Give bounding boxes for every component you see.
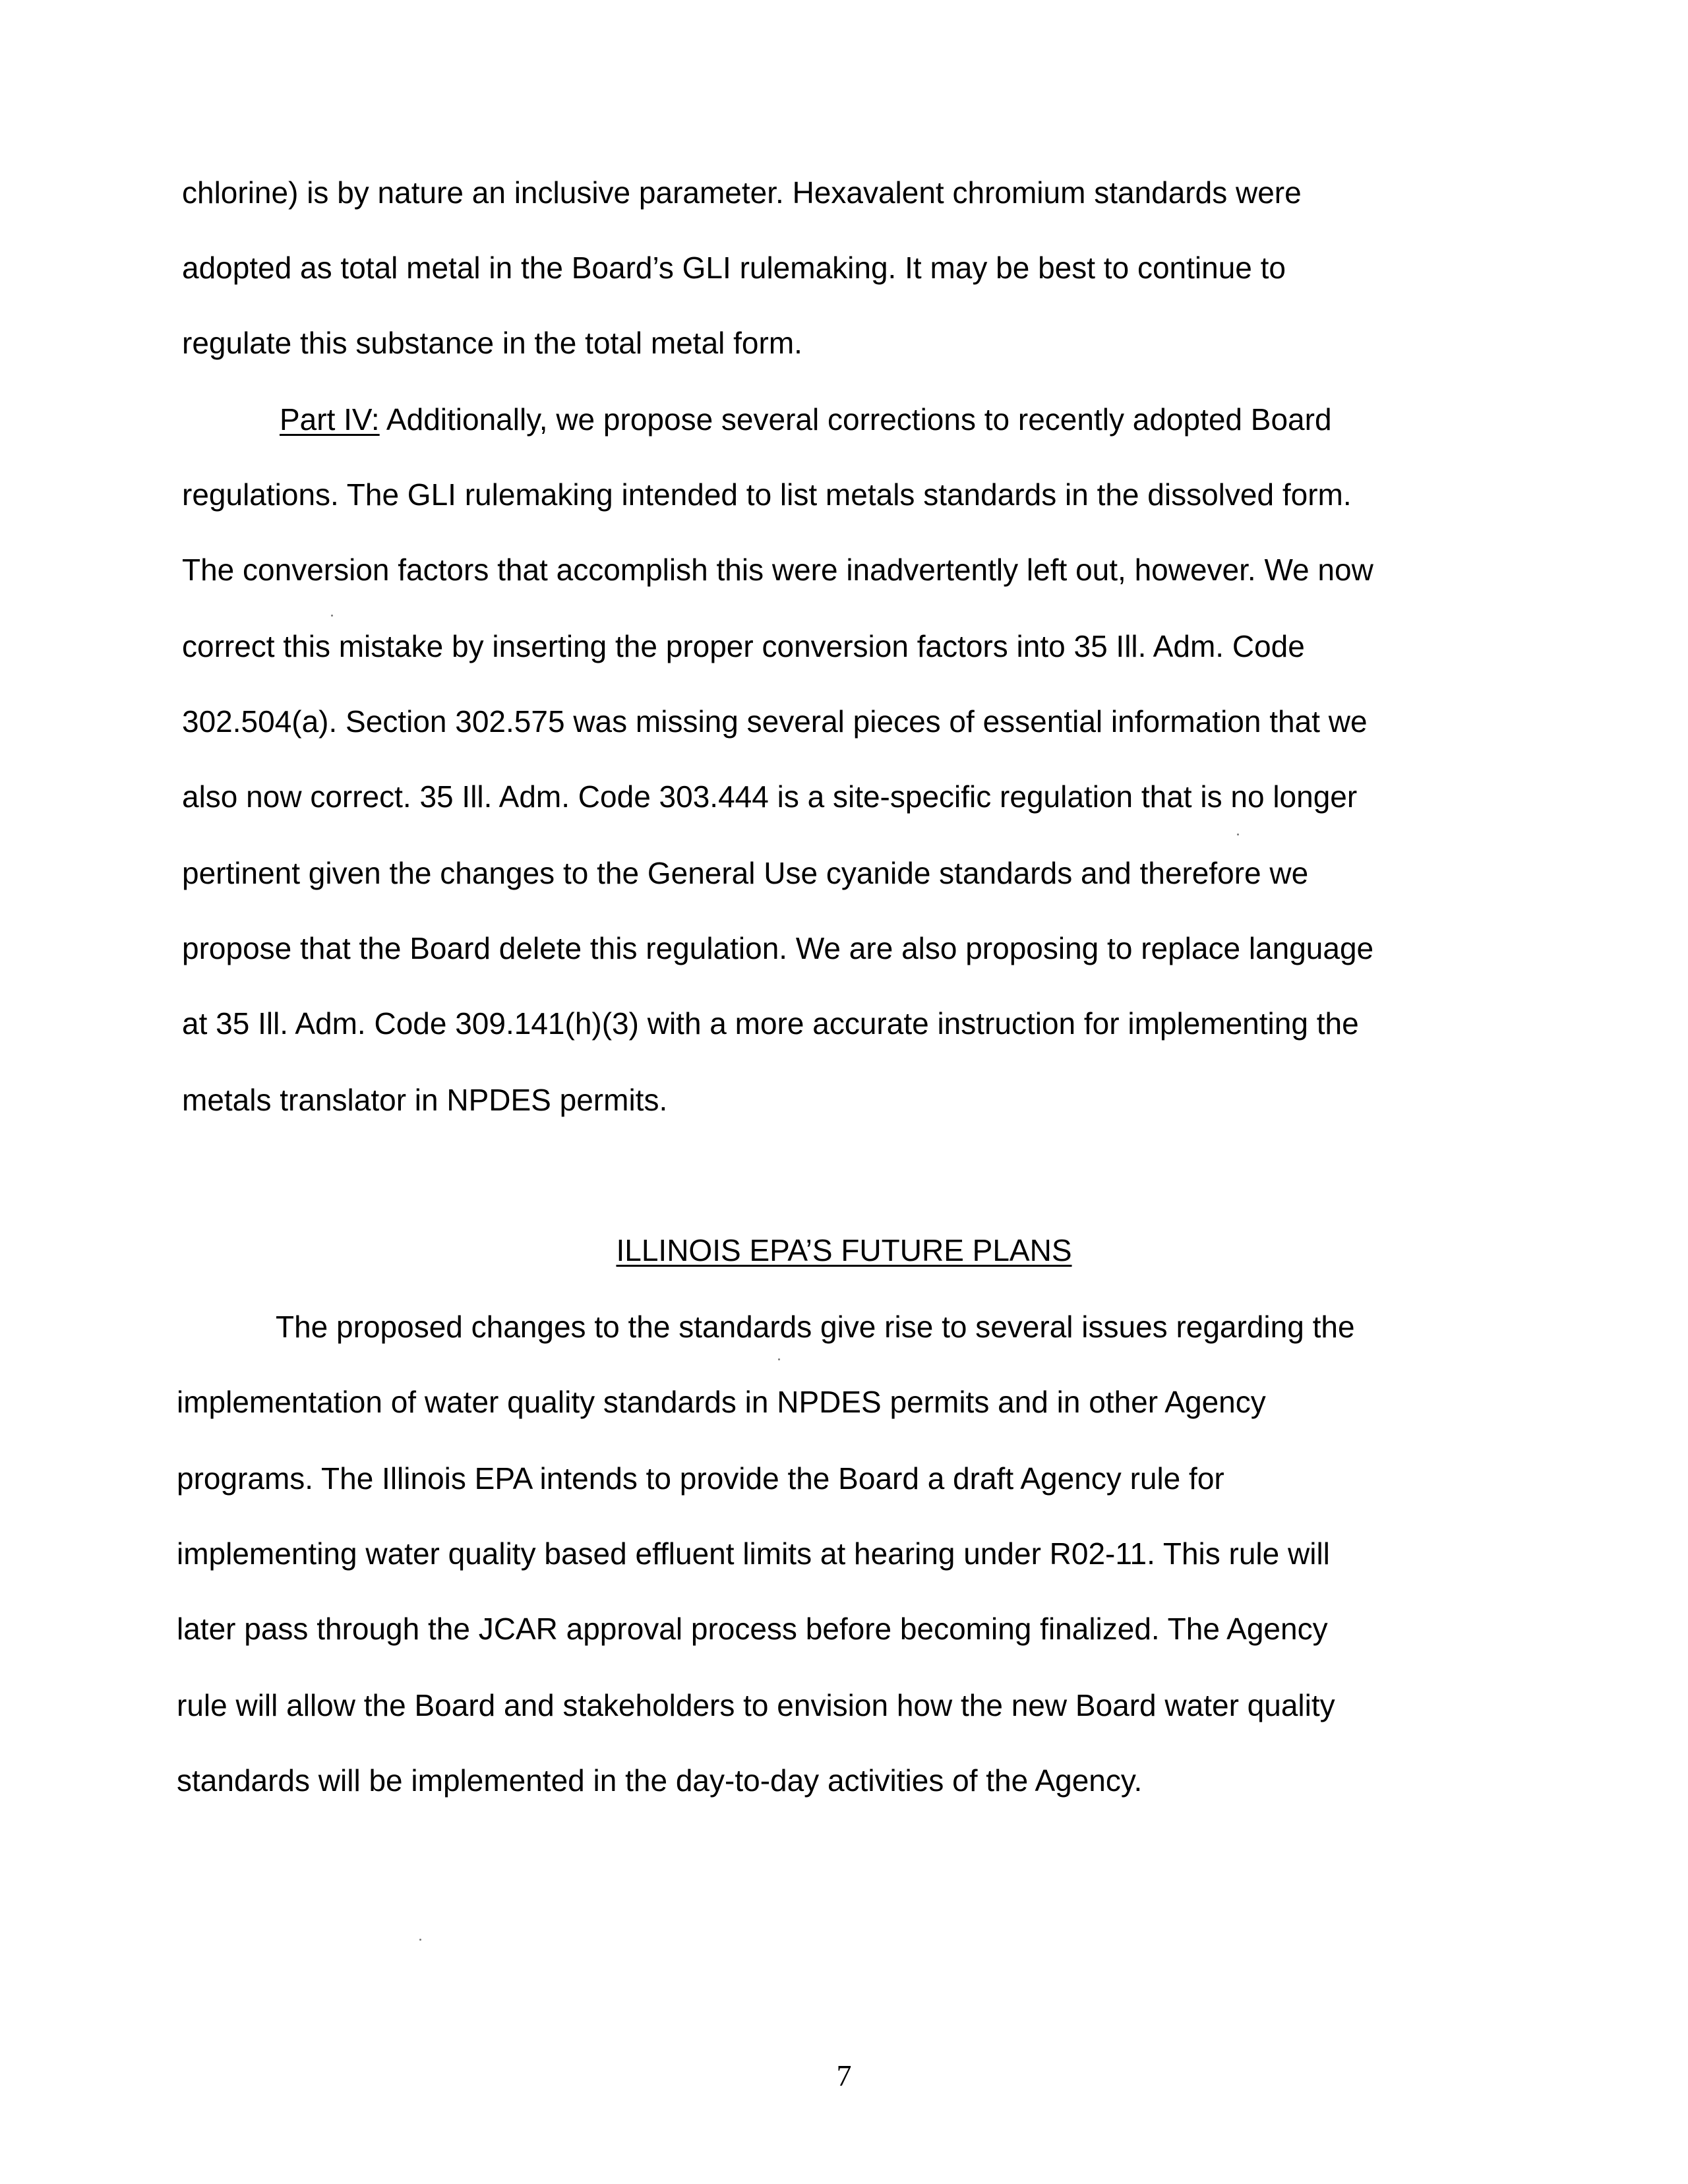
paragraph-line: chlorine) is by nature an inclusive parameter. Hexavalent chromium standards were bbox=[182, 175, 1302, 210]
paragraph-line: regulate this substance in the total metal form. bbox=[182, 326, 802, 360]
paragraph-line: at 35 Ill. Adm. Code 309.141(h)(3) with a more accurate instruction for implementing the bbox=[182, 1006, 1359, 1041]
scan-speck bbox=[1237, 834, 1239, 835]
part-iv-first-line-text: Additionally, we propose several corrections to recently adopted Board bbox=[379, 402, 1332, 437]
paragraph-line: implementation of water quality standards in NPDES permits and in other Agency bbox=[177, 1385, 1266, 1419]
paragraph-line: also now correct. 35 Ill. Adm. Code 303.444 is a site-specific regulation that is no longer bbox=[182, 779, 1358, 814]
page-number: 7 bbox=[836, 2059, 852, 2092]
paragraph-line: The conversion factors that accomplish this were inadvertently left out, however. We now bbox=[182, 553, 1373, 587]
paragraph-line: correct this mistake by inserting the proper conversion factors into 35 Ill. Adm. Code bbox=[182, 629, 1305, 663]
paragraph-line: 302.504(a). Section 302.575 was missing several pieces of essential information that we bbox=[182, 704, 1368, 739]
paragraph-line: pertinent given the changes to the General Use cyanide standards and therefore we bbox=[182, 856, 1309, 890]
paragraph-line: The proposed changes to the standards give rise to several issues regarding the bbox=[276, 1310, 1355, 1344]
scan-speck bbox=[778, 1358, 780, 1360]
paragraph-line: propose that the Board delete this regulation. We are also proposing to replace language bbox=[182, 931, 1374, 965]
paragraph-line: adopted as total metal in the Board’s GLI rulemaking. It may be best to continue to bbox=[182, 251, 1286, 285]
paragraph-line: implementing water quality based effluent limits at hearing under R02-11. This rule will bbox=[177, 1536, 1330, 1571]
paragraph-line: metals translator in NPDES permits. bbox=[182, 1083, 668, 1117]
paragraph-line: later pass through the JCAR approval process before becoming finalized. The Agency bbox=[177, 1612, 1328, 1646]
section-heading bbox=[0, 1232, 1688, 1269]
paragraph-line: rule will allow the Board and stakeholders to envision how the new Board water quality bbox=[177, 1688, 1335, 1722]
scan-speck bbox=[419, 1939, 421, 1941]
paragraph-line: programs. The Illinois EPA intends to provide the Board a draft Agency rule for bbox=[177, 1461, 1224, 1496]
part-iv-label: Part IV: bbox=[280, 402, 380, 437]
section-heading-text: ILLINOIS EPA’S FUTURE PLANS bbox=[616, 1233, 1072, 1267]
paragraph-line: regulations. The GLI rulemaking intended to list metals standards in the dissolved form. bbox=[182, 477, 1352, 512]
part-iv-first-line bbox=[280, 401, 1332, 438]
paragraph-line: standards will be implemented in the day-to-day activities of the Agency. bbox=[177, 1763, 1143, 1798]
scan-speck bbox=[331, 615, 333, 617]
